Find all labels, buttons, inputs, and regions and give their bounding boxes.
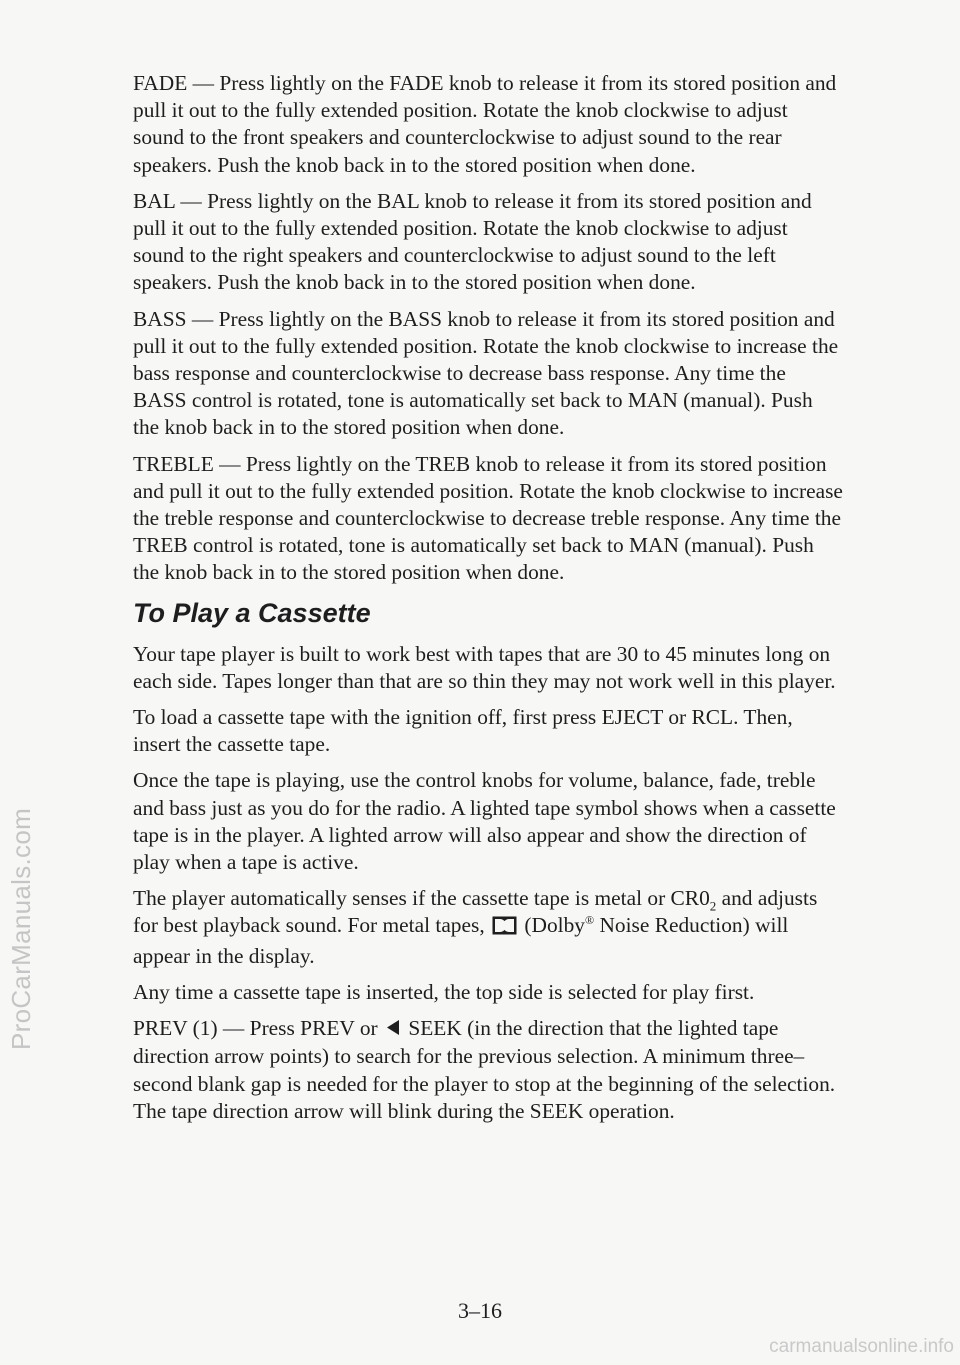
tape-playing-paragraph: Once the tape is playing, use the control knobs for volume, balance, fade, treble and bass just as you do for the radio. A lighted tape symbol shows when a cassette tape is in the player. A lighted arrow will also appear and show the direction of play when a tape is active.	[133, 768, 836, 875]
treble-paragraph: TREBLE — Press lightly on the TREB knob to release it from its stored position and pull it out to the fully extended position. Rotate the knob clockwise to increase the treble response and counterclockwise to decrease treble response. Any time the TREB control is rotated, tone is automatically set back to MAN (manual). Push the knob back in to the stored position when done.	[133, 451, 843, 585]
metal-text-3: (Dolby	[519, 913, 585, 938]
prev-text-1: PREV (1) — Press PREV or	[133, 1016, 383, 1041]
page-content	[133, 70, 843, 1134]
page-number: 3–16	[458, 1298, 502, 1323]
registered-mark: ®	[584, 913, 595, 928]
left-triangle-arrow-icon	[386, 1016, 400, 1043]
prev-paragraph	[133, 1015, 843, 1125]
bass-paragraph: BASS — Press lightly on the BASS knob to release it from its stored position and pull it out to the fully extended position. Rotate the knob clockwise to increase the bass response and counterclockwise to decrease bass response. Any time the BASS control is rotated, tone is automatically set back to MAN (manual). Push the knob back in to the stored position when done.	[133, 306, 839, 440]
metal-text-2: and adjusts for best playback sound. For metal tapes,	[133, 886, 818, 938]
dolby-double-d-icon	[492, 915, 517, 942]
subscript-2: 2	[709, 898, 717, 914]
metal-text-4: Noise Reduction) will appear in the display.	[133, 913, 789, 968]
load-cassette-paragraph: To load a cassette tape with the ignition off, first press EJECT or RCL. Then, insert the cassette tape.	[133, 705, 793, 757]
section-heading: To Play a Cassette	[133, 597, 371, 628]
watermark-bottom: carmanualsonline.info	[769, 1336, 954, 1357]
bal-paragraph: BAL — Press lightly on the BAL knob to release it from its stored position and pull it out to the fully extended position. Rotate the knob clockwise to adjust sound to the right speakers and counterclockwise to adjust sound to the left speakers. Push the knob back in to the stored position when done.	[133, 188, 812, 295]
fade-paragraph: FADE — Press lightly on the FADE knob to release it from its stored position and pull it out to the fully extended position. Rotate the knob clockwise to adjust sound to the front speakers and counterclockwise to adjust sound to the rear speakers. Push the knob back in to the stored position when done.	[133, 71, 837, 177]
metal-text-1: The player automatically senses if the cassette tape is metal or CR0	[133, 886, 710, 911]
tape-length-paragraph: Your tape player is built to work best with tapes that are 30 to 45 minutes long on each side. Tapes longer than that are so thin they may not work well in this player.	[133, 641, 836, 693]
watermark-left-text: ProCarManuals.com	[6, 807, 36, 1050]
watermark-left	[6, 807, 36, 1051]
top-side-paragraph: Any time a cassette tape is inserted, the top side is selected for play first.	[133, 979, 755, 1004]
prev-text-2: SEEK (in the direction that the lighted tape direction arrow points) to search for the previous selection. A minimum three–second blank gap is needed for the player to stop at the beginning of the selection. The tape direction arrow will blink during the SEEK operation.	[133, 1016, 836, 1123]
metal-tape-paragraph	[133, 885, 843, 970]
